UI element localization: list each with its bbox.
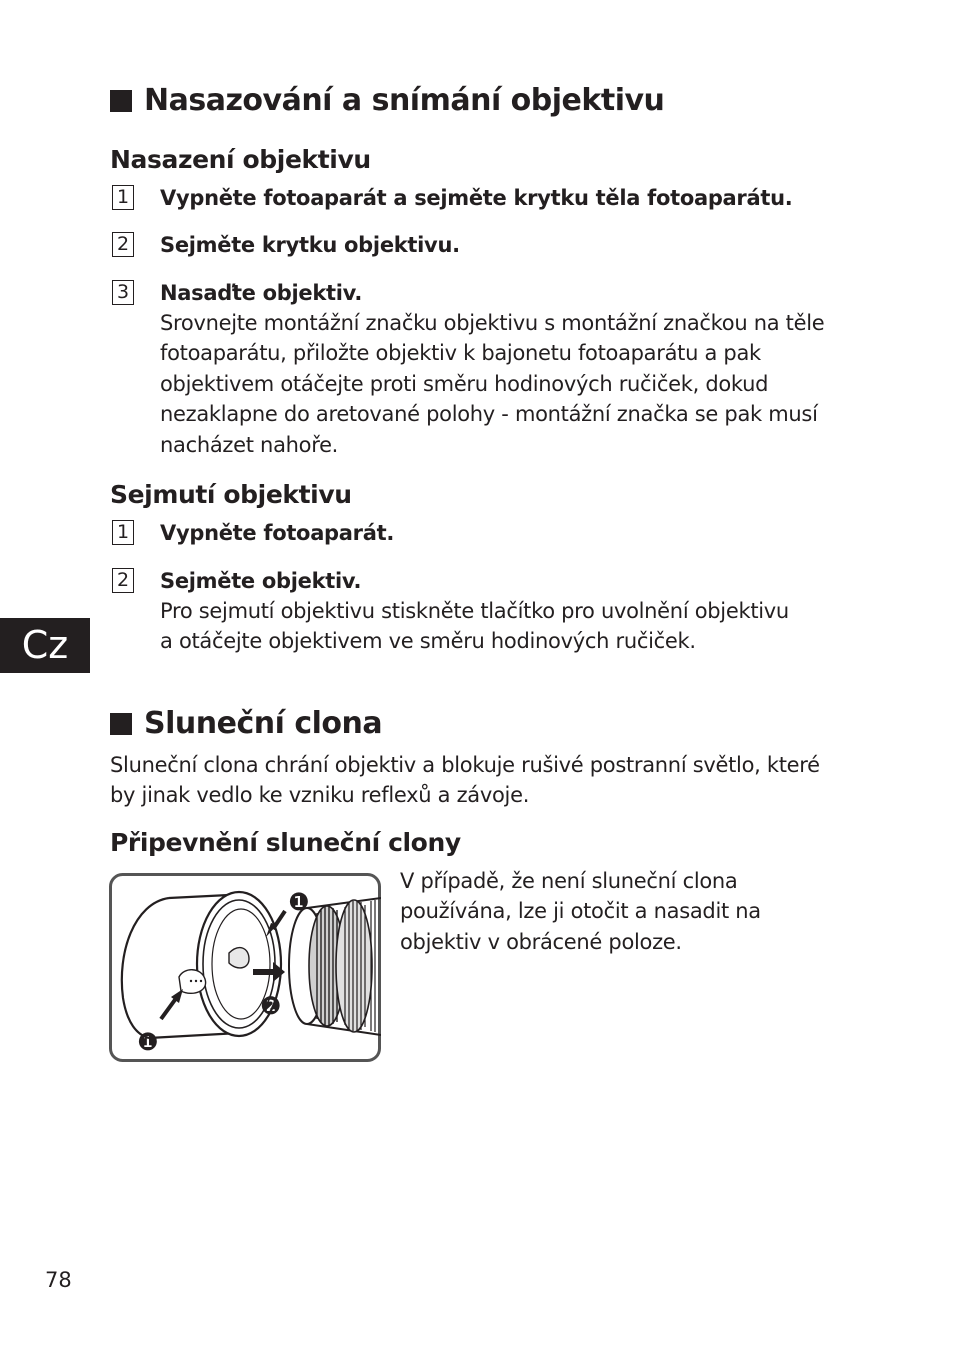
step-number: 2 <box>112 568 134 593</box>
step-title: Vypněte fotoaparát a sejměte krytku těla fotoaparátu. <box>160 186 793 210</box>
section-heading-mounting <box>110 83 664 118</box>
step-number: 1 <box>112 185 134 210</box>
section-square-icon <box>110 713 132 735</box>
lens-hood-figure <box>109 873 381 1062</box>
subheading-attach-hood: Připevnění sluneční clony <box>110 828 461 857</box>
section-square-icon <box>110 90 132 112</box>
subheading-removing: Sejmutí objektivu <box>110 480 352 509</box>
callout-1-bottom: ❶ <box>137 1028 159 1056</box>
step-title: Sejměte objektiv. <box>160 569 362 593</box>
step-text: Srovnejte montážní značku objektivu s montážní značkou na těle fotoaparátu, přiložte objektiv k bajonetu fotoaparátu a pak objektivem otáčejte proti směru hodinových ručiček, dokud nezaklapne do aretované polohy - montážní značka se pak musí nacházet nahoře. <box>160 311 825 457</box>
step-number: 1 <box>112 520 134 545</box>
step-number: 2 <box>112 232 134 257</box>
step-item <box>112 183 792 213</box>
step-item <box>112 566 800 657</box>
step-item <box>112 278 850 460</box>
step-title: Sejměte krytku objektivu. <box>160 233 460 257</box>
section-heading-lens-hood <box>110 706 382 741</box>
page-number: 78 <box>45 1268 72 1292</box>
subheading-mounting: Nasazení objektivu <box>110 145 371 174</box>
step-item <box>112 230 460 260</box>
step-title: Vypněte fotoaparát. <box>160 521 395 545</box>
attach-hood-text: V případě, že není sluneční clona používána, lze ji otočit a nasadit na objektiv v obrácené poloze. <box>400 869 761 954</box>
callout-1-top: ❶ <box>288 888 310 916</box>
lens-hood-intro: Sluneční clona chrání objektiv a blokuje rušivé postranní světlo, které by jinak vedlo ke vzniku reflexů a závoje. <box>110 753 820 808</box>
step-item <box>112 518 394 548</box>
step-title: Nasaďte objektiv. <box>160 281 362 305</box>
callout-2: ❷ <box>260 992 282 1020</box>
language-tab: Cz <box>0 618 90 673</box>
lens-hood-illustration <box>109 873 381 1062</box>
step-text: Pro sejmutí objektivu stiskněte tlačítko pro uvolnění objektivu a otáčejte objektivem ve směru hodinových ručiček. <box>160 599 789 654</box>
section-title: Sluneční clona <box>144 706 383 741</box>
step-number: 3 <box>112 280 134 305</box>
section-title: Nasazování a snímání objektivu <box>144 83 665 118</box>
